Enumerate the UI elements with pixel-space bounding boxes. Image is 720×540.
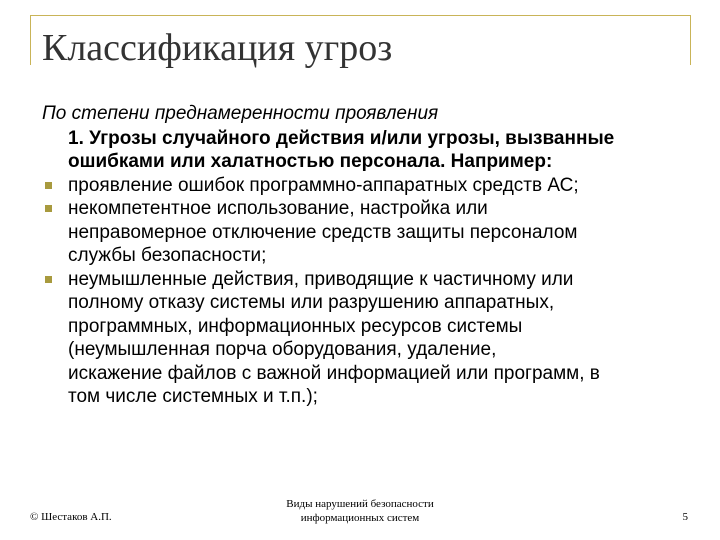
- bullet-item: [42, 268, 682, 409]
- slide-subtitle: По степени преднамеренности проявления: [42, 103, 439, 124]
- frame-top-line: [30, 15, 690, 16]
- slide-content: [42, 102, 682, 409]
- bullet-line: полному отказу системы или разрушению аппаратных,: [68, 292, 555, 313]
- bullet-line: искажение файлов с важной информацией или программ, в: [68, 362, 600, 384]
- bullet-line: (неумышленная порча оборудования, удаление,: [68, 339, 497, 360]
- bullet-line: некомпетентное использование, настройка или: [68, 198, 488, 219]
- footer-author: © Шестаков А.П.: [30, 511, 112, 523]
- bullet-line: неумышленные действия, приводящие к частичному или: [68, 268, 574, 290]
- footer-caption-line: информационных систем: [300, 512, 420, 524]
- square-bullet-icon: [45, 182, 52, 189]
- bullet-line: программных, информационных ресурсов системы: [68, 315, 523, 337]
- footer-caption-line: Виды нарушений безопасности: [286, 498, 434, 510]
- page-number: 5: [682, 511, 688, 523]
- bullet-list: [42, 174, 682, 409]
- slide-title: Классификация угроз: [42, 27, 393, 69]
- bullet-line: том числе системных и т.п.);: [68, 386, 318, 407]
- bullet-item: [42, 174, 682, 198]
- bullet-line: проявление ошибок программно-аппаратных средств АС;: [68, 174, 579, 196]
- bullet-line: неправомерное отключение средств защиты персоналом: [68, 221, 578, 243]
- square-bullet-icon: [45, 205, 52, 212]
- frame-right-line: [690, 15, 691, 65]
- intro-line: 1. Угрозы случайного действия и/или угрозы, вызванные: [68, 127, 615, 149]
- bullet-line: службы безопасности;: [68, 245, 267, 266]
- footer-caption: [240, 497, 480, 525]
- bullet-item: [42, 197, 682, 268]
- square-bullet-icon: [45, 276, 52, 283]
- intro-paragraph: [42, 127, 682, 174]
- intro-line: ошибками или халатностью персонала. Например:: [68, 151, 553, 172]
- frame-left-line: [30, 15, 31, 65]
